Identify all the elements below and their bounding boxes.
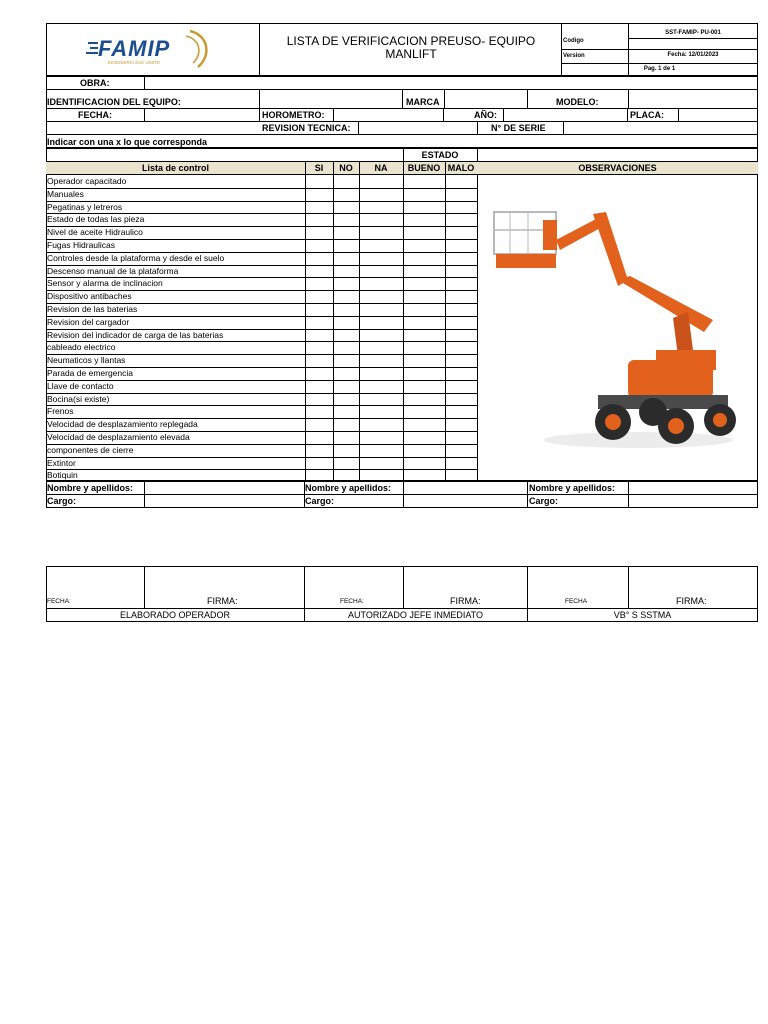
check-cell-si[interactable] bbox=[305, 431, 333, 444]
check-cell-na[interactable] bbox=[359, 405, 403, 418]
checklist-item: Parada de emergencia bbox=[47, 368, 134, 378]
check-cell-si[interactable] bbox=[305, 188, 333, 201]
check-cell-bueno[interactable] bbox=[403, 188, 445, 201]
check-cell-na[interactable] bbox=[359, 252, 403, 265]
revision-label: REVISION TECNICA: bbox=[262, 123, 351, 133]
sig-fecha-label-2: FECHA: bbox=[340, 598, 364, 605]
check-cell-si[interactable] bbox=[305, 316, 333, 329]
checklist-item: Velocidad de desplazamiento elevada bbox=[47, 432, 190, 442]
col-bueno: BUENO bbox=[407, 163, 441, 173]
checklist-item: Frenos bbox=[47, 406, 74, 416]
check-cell-malo[interactable] bbox=[445, 303, 477, 316]
check-cell-na[interactable] bbox=[359, 431, 403, 444]
checklist-item: Nivel de aceite Hidraulico bbox=[47, 227, 143, 237]
check-cell-malo[interactable] bbox=[445, 380, 477, 393]
identificacion-label: IDENTIFICACION DEL EQUIPO: bbox=[47, 97, 181, 107]
check-cell-bueno[interactable] bbox=[403, 226, 445, 239]
checklist-item: Revision del cargador bbox=[47, 317, 130, 327]
checklist-item: Descenso manual de la plataforma bbox=[47, 266, 179, 276]
marca-label: MARCA bbox=[406, 97, 440, 107]
checklist-item: Revision del indicador de carga de las baterias bbox=[47, 330, 224, 340]
check-cell-bueno[interactable] bbox=[403, 239, 445, 252]
fecha-label: FECHA: bbox=[78, 110, 112, 120]
col-no: NO bbox=[339, 163, 353, 173]
col-na: NA bbox=[374, 163, 388, 173]
check-cell-malo[interactable] bbox=[445, 418, 477, 431]
col-malo: MALO bbox=[447, 163, 475, 173]
check-cell-si[interactable] bbox=[305, 444, 333, 457]
check-cell-bueno[interactable] bbox=[403, 290, 445, 303]
check-cell-bueno[interactable] bbox=[403, 418, 445, 431]
checklist-item: Bocina(si existe) bbox=[47, 394, 110, 404]
check-cell-na[interactable] bbox=[359, 418, 403, 431]
checklist-item: Pegatinas y letreros bbox=[47, 202, 123, 212]
check-cell-no[interactable] bbox=[333, 226, 359, 239]
anio-field[interactable] bbox=[503, 108, 628, 122]
checklist-item: Manuales bbox=[47, 189, 84, 199]
checklist-item: cableado electrico bbox=[47, 342, 116, 352]
manlift-icon bbox=[488, 200, 743, 455]
anio-label: AÑO: bbox=[474, 110, 497, 120]
checklist-item: Operador capacitado bbox=[47, 176, 127, 186]
modelo-field[interactable] bbox=[628, 89, 758, 109]
check-cell-bueno[interactable] bbox=[403, 213, 445, 226]
check-cell-malo[interactable] bbox=[445, 277, 477, 290]
instruccion-text: Indicar con una x lo que corresponda bbox=[47, 137, 208, 147]
check-cell-no[interactable] bbox=[333, 290, 359, 303]
checklist-item: Fugas Hidraulicas bbox=[47, 240, 116, 250]
checklist-item: Extintor bbox=[47, 458, 76, 468]
check-cell-no[interactable] bbox=[333, 239, 359, 252]
check-cell-bueno[interactable] bbox=[403, 341, 445, 354]
sig-firma-label-1: FIRMA: bbox=[207, 596, 238, 606]
check-cell-no[interactable] bbox=[333, 354, 359, 367]
horometro-label: HOROMETRO: bbox=[262, 110, 325, 120]
check-cell-si[interactable] bbox=[305, 213, 333, 226]
check-cell-bueno[interactable] bbox=[403, 405, 445, 418]
check-cell-malo[interactable] bbox=[445, 341, 477, 354]
check-cell-na[interactable] bbox=[359, 277, 403, 290]
check-cell-na[interactable] bbox=[359, 290, 403, 303]
pag-value: Pag. 1 de 1 bbox=[643, 66, 676, 72]
col-si: SI bbox=[314, 163, 324, 173]
sig-firma-label-3: FIRMA: bbox=[676, 596, 707, 606]
check-cell-bueno[interactable] bbox=[403, 277, 445, 290]
check-cell-si[interactable] bbox=[305, 239, 333, 252]
manlift-image bbox=[488, 200, 743, 455]
check-cell-na[interactable] bbox=[359, 367, 403, 380]
check-cell-no[interactable] bbox=[333, 341, 359, 354]
check-cell-no[interactable] bbox=[333, 431, 359, 444]
check-cell-na[interactable] bbox=[359, 316, 403, 329]
check-cell-no[interactable] bbox=[333, 213, 359, 226]
check-cell-malo[interactable] bbox=[445, 444, 477, 457]
check-cell-si[interactable] bbox=[305, 367, 333, 380]
check-cell-no[interactable] bbox=[333, 418, 359, 431]
check-cell-no[interactable] bbox=[333, 444, 359, 457]
check-cell-malo[interactable] bbox=[445, 290, 477, 303]
serie-field[interactable] bbox=[563, 121, 758, 135]
check-cell-si[interactable] bbox=[305, 341, 333, 354]
check-cell-malo[interactable] bbox=[445, 239, 477, 252]
check-cell-malo[interactable] bbox=[445, 405, 477, 418]
checklist-item: Estado de todas las pieza bbox=[47, 214, 145, 224]
check-cell-no[interactable] bbox=[333, 277, 359, 290]
check-cell-na[interactable] bbox=[359, 354, 403, 367]
check-cell-malo[interactable] bbox=[445, 316, 477, 329]
codigo-value: SST-FAMIP- PU-001 bbox=[665, 30, 721, 36]
check-cell-bueno[interactable] bbox=[403, 303, 445, 316]
check-cell-si[interactable] bbox=[305, 405, 333, 418]
check-cell-si[interactable] bbox=[305, 380, 333, 393]
check-cell-malo[interactable] bbox=[445, 252, 477, 265]
check-cell-bueno[interactable] bbox=[403, 316, 445, 329]
checklist-item: Revision de las baterias bbox=[47, 304, 138, 314]
check-cell-na[interactable] bbox=[359, 175, 403, 188]
placa-field[interactable] bbox=[678, 108, 758, 122]
autorizado-label: AUTORIZADO JEFE INMEDIATO bbox=[347, 610, 483, 620]
logo-text: FAMIP bbox=[98, 36, 171, 61]
checklist-item: Dispositivo antibaches bbox=[47, 291, 132, 301]
estado-header: ESTADO bbox=[421, 150, 459, 160]
company-logo bbox=[86, 27, 216, 71]
nombre-label-1: Nombre y apellidos: bbox=[47, 483, 134, 493]
check-cell-si[interactable] bbox=[305, 354, 333, 367]
check-cell-si[interactable] bbox=[305, 303, 333, 316]
check-cell-na[interactable] bbox=[359, 380, 403, 393]
check-cell-no[interactable] bbox=[333, 367, 359, 380]
fecha-value: Fecha: 12/01/2023 bbox=[667, 52, 719, 58]
codigo-label: Codigo bbox=[563, 38, 584, 44]
check-cell-bueno[interactable] bbox=[403, 431, 445, 444]
obra-field[interactable] bbox=[144, 76, 758, 90]
checklist-item: Llave de contacto bbox=[47, 381, 114, 391]
check-cell-si[interactable] bbox=[305, 418, 333, 431]
check-cell-bueno[interactable] bbox=[403, 444, 445, 457]
check-cell-bueno[interactable] bbox=[403, 252, 445, 265]
checklist-item: Botiquin bbox=[47, 470, 78, 480]
checklist-item: Neumaticos y llantas bbox=[47, 355, 126, 365]
check-cell-si[interactable] bbox=[305, 175, 333, 188]
nombre-label-3: Nombre y apellidos: bbox=[529, 483, 616, 493]
check-cell-si[interactable] bbox=[305, 290, 333, 303]
col-lista: Lista de control bbox=[141, 163, 209, 173]
cargo-label-3: Cargo: bbox=[529, 496, 558, 506]
logo-tagline: INGENIERIA SAC LIMITE bbox=[108, 60, 161, 65]
check-cell-no[interactable] bbox=[333, 380, 359, 393]
check-cell-bueno[interactable] bbox=[403, 354, 445, 367]
sig-fecha-label-3: FECHA bbox=[565, 598, 588, 605]
check-cell-no[interactable] bbox=[333, 252, 359, 265]
col-observaciones: OBSERVACIONES bbox=[578, 163, 657, 173]
check-cell-no[interactable] bbox=[333, 175, 359, 188]
check-cell-malo[interactable] bbox=[445, 175, 477, 188]
modelo-label: MODELO: bbox=[556, 97, 599, 107]
revision-field[interactable] bbox=[358, 121, 478, 135]
check-cell-na[interactable] bbox=[359, 444, 403, 457]
checklist-item: componentes de cierre bbox=[47, 445, 134, 455]
checklist-item: Controles desde la plataforma y desde el suelo bbox=[47, 253, 225, 263]
check-cell-na[interactable] bbox=[359, 239, 403, 252]
version-label: Version bbox=[563, 53, 585, 59]
cargo-label-1: Cargo: bbox=[47, 496, 76, 506]
check-cell-no[interactable] bbox=[333, 188, 359, 201]
check-cell-bueno[interactable] bbox=[403, 380, 445, 393]
check-cell-no[interactable] bbox=[333, 405, 359, 418]
check-cell-bueno[interactable] bbox=[403, 367, 445, 380]
checklist-item: Velocidad de desplazamiento replegada bbox=[47, 419, 198, 429]
check-cell-si[interactable] bbox=[305, 226, 333, 239]
check-cell-malo[interactable] bbox=[445, 226, 477, 239]
identificacion-field[interactable] bbox=[259, 89, 403, 109]
horometro-field[interactable] bbox=[333, 108, 444, 122]
check-cell-na[interactable] bbox=[359, 213, 403, 226]
check-cell-bueno[interactable] bbox=[403, 175, 445, 188]
check-cell-na[interactable] bbox=[359, 303, 403, 316]
obra-label: OBRA: bbox=[80, 78, 110, 88]
marca-field[interactable] bbox=[444, 89, 528, 109]
nombre-label-2: Nombre y apellidos: bbox=[305, 483, 392, 493]
serie-label: N° DE SERIE bbox=[491, 123, 546, 133]
check-cell-no[interactable] bbox=[333, 303, 359, 316]
check-cell-si[interactable] bbox=[305, 277, 333, 290]
cargo-label-2: Cargo: bbox=[305, 496, 334, 506]
check-cell-na[interactable] bbox=[359, 341, 403, 354]
check-cell-malo[interactable] bbox=[445, 431, 477, 444]
check-cell-malo[interactable] bbox=[445, 367, 477, 380]
sig-firma-label-2: FIRMA: bbox=[450, 596, 481, 606]
check-cell-malo[interactable] bbox=[445, 354, 477, 367]
check-cell-no[interactable] bbox=[333, 316, 359, 329]
elaborado-label: ELABORADO OPERADOR bbox=[119, 610, 231, 620]
sig-fecha-label-1: FECHA: bbox=[47, 598, 71, 605]
check-cell-si[interactable] bbox=[305, 252, 333, 265]
placa-label: PLACA: bbox=[630, 110, 664, 120]
check-cell-na[interactable] bbox=[359, 226, 403, 239]
check-cell-na[interactable] bbox=[359, 188, 403, 201]
vb-label: VB° S SSTMA bbox=[613, 610, 672, 620]
checklist-item: Sensor y alarma de inclinacion bbox=[47, 278, 163, 288]
check-cell-malo[interactable] bbox=[445, 213, 477, 226]
check-cell-malo[interactable] bbox=[445, 188, 477, 201]
document-title: LISTA DE VERIFICACION PREUSO- EQUIPO MANLIFT bbox=[286, 34, 536, 61]
fecha-field[interactable] bbox=[144, 108, 260, 122]
